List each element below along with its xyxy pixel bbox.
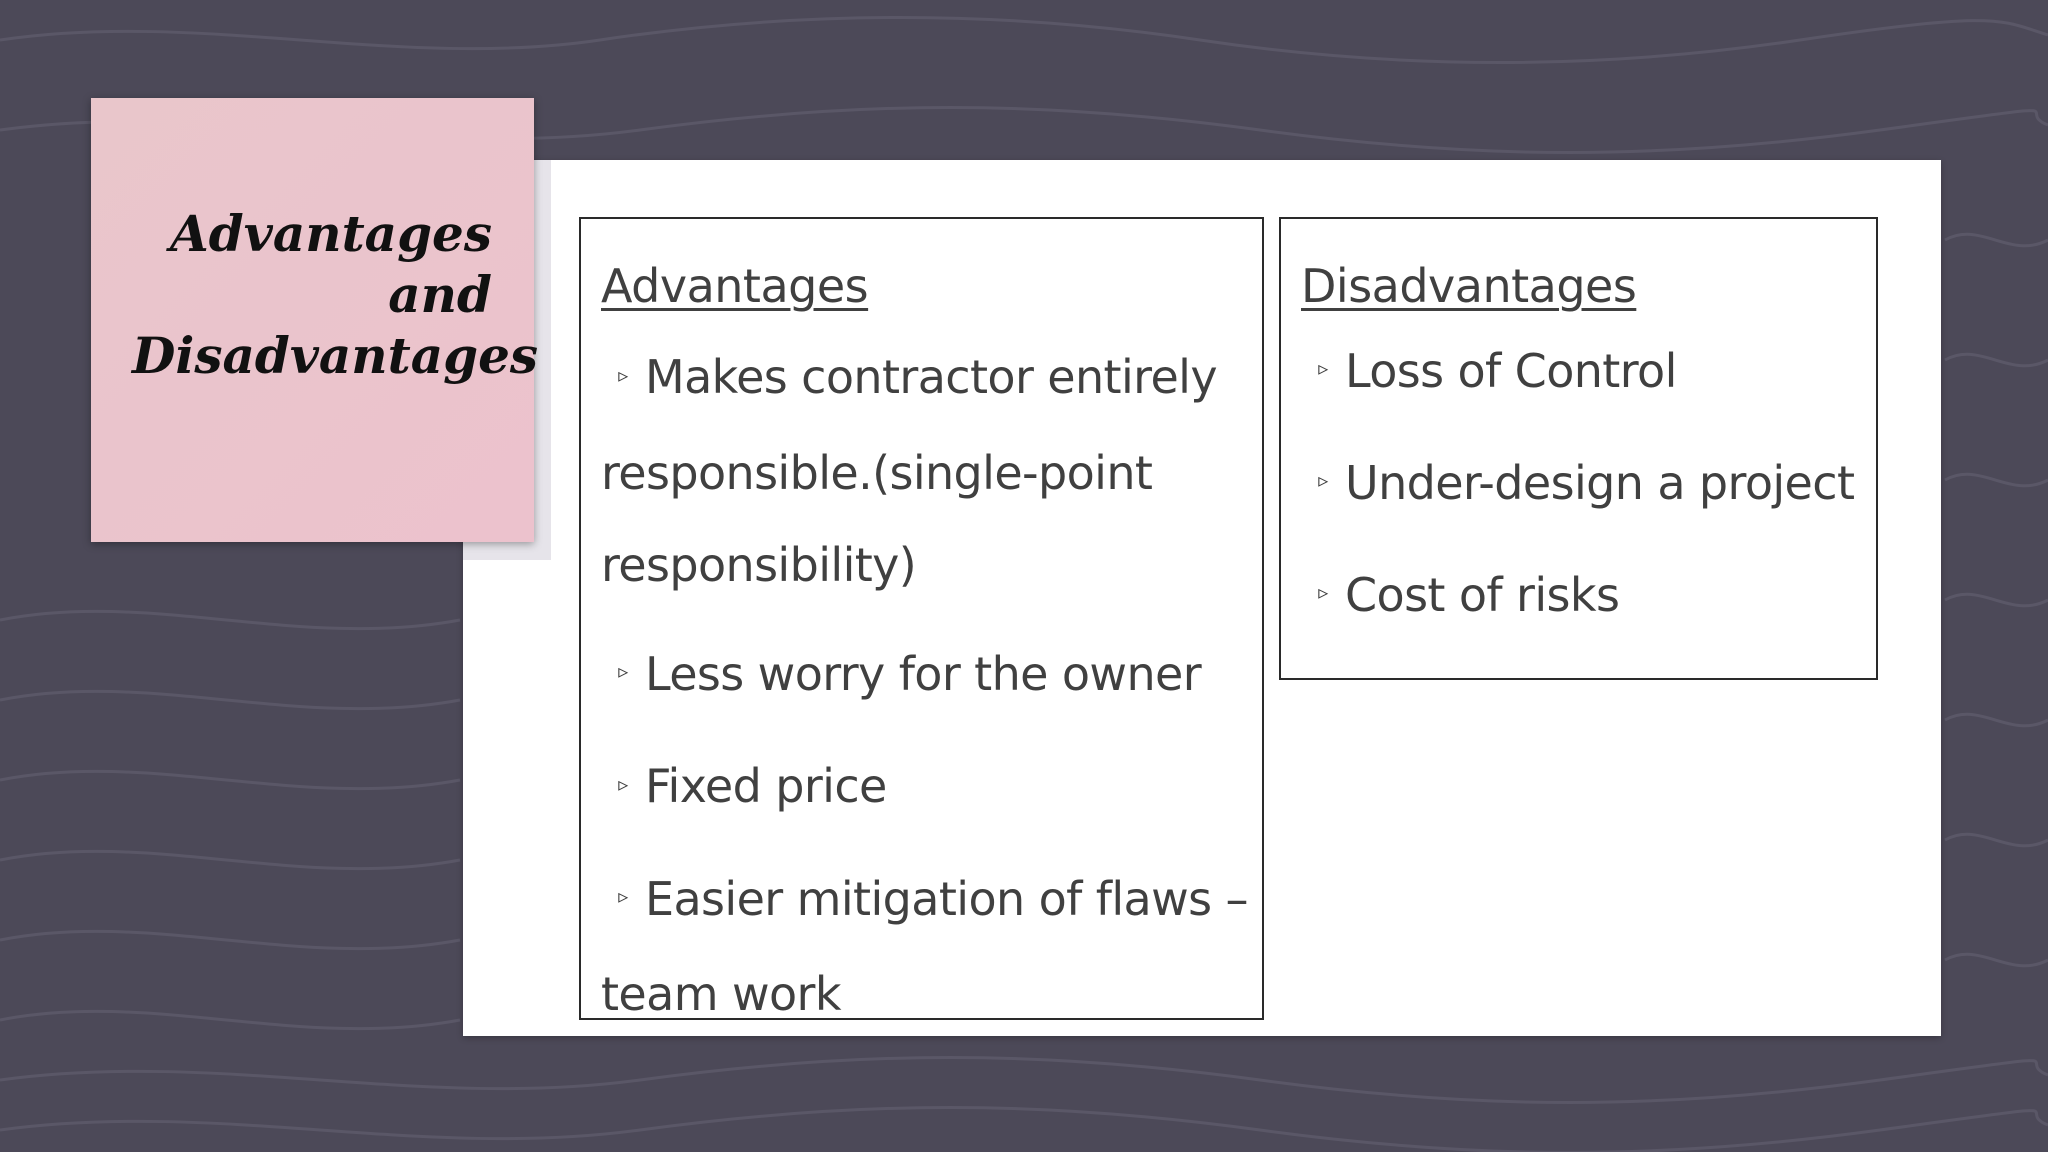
list-item [1301, 341, 1854, 405]
title-card [91, 98, 539, 542]
triangle-bullet-icon: ▹ [618, 884, 628, 908]
disadvantages-list [1301, 341, 1854, 629]
advantages-box [579, 217, 1264, 1020]
triangle-bullet-icon: ▹ [618, 771, 628, 796]
slide-title: Advantages and Disadvantages [132, 204, 539, 385]
list-item [1301, 565, 1854, 629]
list-item-text: Cost of risks [1345, 568, 1620, 622]
triangle-bullet-icon: ▹ [1318, 580, 1328, 604]
list-item [601, 628, 1251, 724]
triangle-bullet-icon: ▹ [1318, 356, 1328, 380]
disadvantages-heading: Disadvantages [1301, 259, 1637, 313]
list-item [601, 853, 1251, 1041]
triangle-bullet-icon: ▹ [618, 362, 628, 387]
triangle-bullet-icon: ▹ [1318, 468, 1328, 492]
list-item-text: Easier mitigation of flaws – team work [601, 871, 1248, 1021]
list-item [601, 331, 1251, 611]
triangle-bullet-icon: ▹ [618, 659, 628, 683]
list-item-text: Makes contractor entirely responsible.(single-point responsibility) [601, 350, 1217, 592]
advantages-list [601, 331, 1251, 1040]
list-item [601, 740, 1251, 836]
list-item-text: Loss of Control [1345, 344, 1677, 398]
list-item-text: Less worry for the owner [645, 646, 1202, 701]
list-item-text: Under-design a project [1345, 456, 1855, 510]
disadvantages-box [1279, 217, 1878, 680]
advantages-heading: Advantages [601, 259, 869, 313]
list-item-text: Fixed price [645, 759, 887, 813]
list-item [1301, 453, 1854, 517]
